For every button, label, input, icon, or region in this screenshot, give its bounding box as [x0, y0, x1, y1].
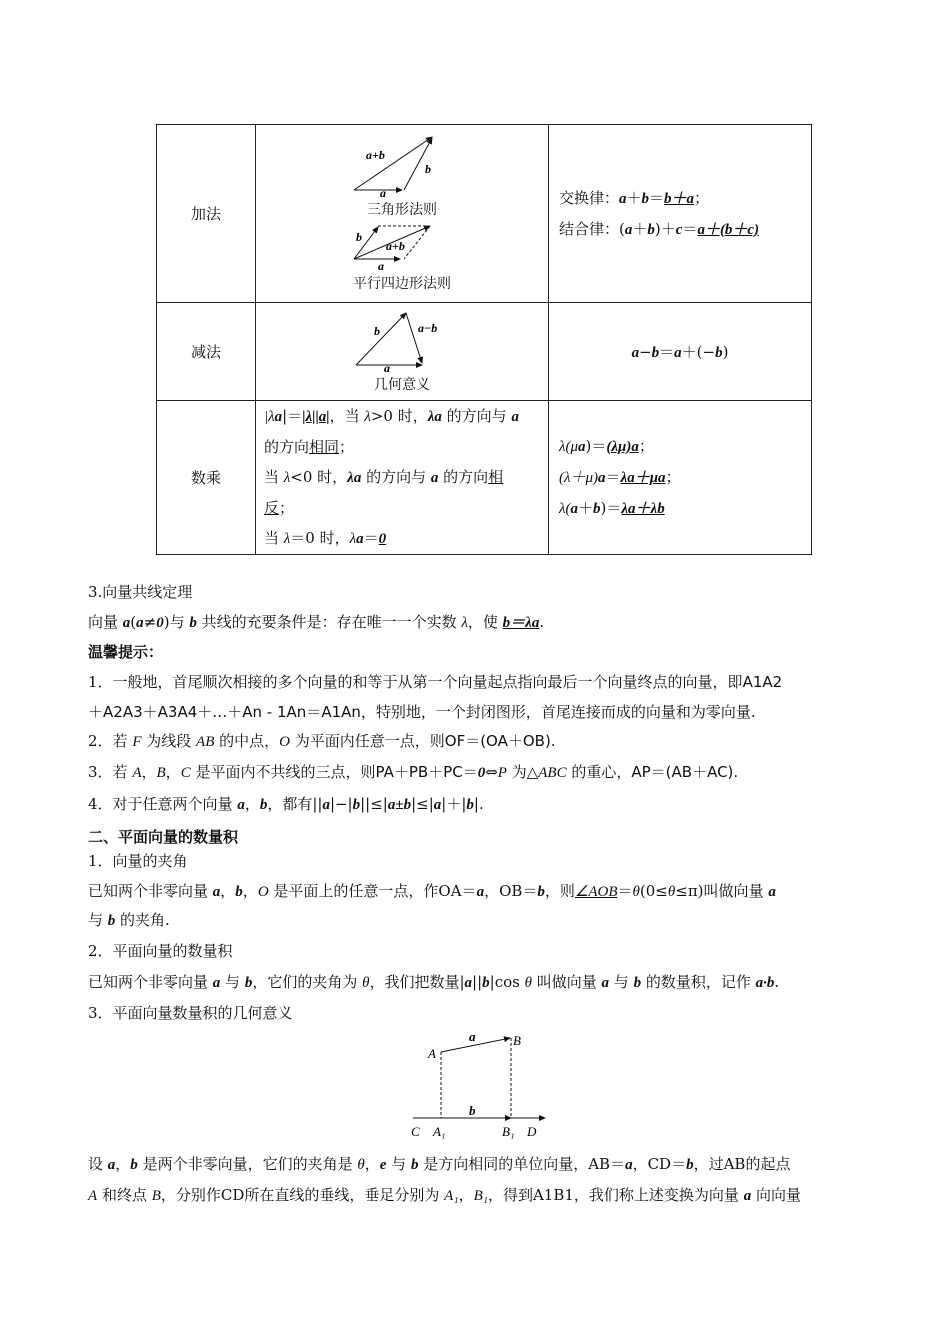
text-segment: b — [466, 797, 474, 813]
text-segment: b — [107, 913, 116, 929]
text-segment: O — [279, 734, 290, 750]
text-segment: 相 — [488, 468, 504, 486]
text-segment: 为△ — [506, 763, 539, 781]
text-segment: θ — [632, 884, 640, 900]
op-name: 数乘 — [157, 401, 256, 555]
parallelogram-rule-diagram — [342, 223, 462, 271]
text-segment: (0≤ — [639, 882, 668, 900]
def-line — [264, 523, 548, 554]
label-D: D — [527, 1124, 537, 1139]
text-segment: 叫做向量 — [531, 973, 602, 991]
text-segment: 的中点， — [214, 732, 280, 750]
label-C: C — [411, 1124, 420, 1139]
label-B: B — [513, 1033, 521, 1048]
text-segment: b — [641, 190, 650, 207]
text-segment: θ — [667, 884, 676, 900]
text-segment: a — [619, 190, 627, 207]
text-segment: P — [497, 765, 507, 781]
text-segment: ＋(− — [681, 343, 716, 361]
text-segment: a — [356, 531, 364, 547]
text-segment: 是方向相同的单位向量，AB＝ — [418, 1155, 626, 1173]
text-segment: 二、平面向量的数量积 — [88, 828, 239, 846]
text-segment: ； — [694, 188, 710, 207]
text-segment: ，得到A1B1，我们称上述变换为向量 — [487, 1186, 744, 1204]
figure-caption: 平行四边形法则 — [353, 275, 451, 292]
text-segment: 0 — [477, 765, 486, 781]
text-segment: ， — [165, 763, 181, 781]
text-segment: a — [322, 797, 330, 813]
text-segment: λ — [283, 470, 291, 486]
text-segment: ＝ — [649, 188, 665, 207]
text-segment: |＋| — [441, 795, 467, 813]
text-segment: ，分别作CD所在直线的垂线，垂足分别为 — [160, 1186, 445, 1204]
text-segment: 已知两个非零向量 — [88, 882, 213, 900]
figure-caption: 三角形法则 — [367, 201, 437, 218]
label-a: a — [380, 185, 386, 197]
text-segment: b — [482, 975, 490, 991]
text-segment: ，OB＝ — [484, 882, 538, 900]
text-segment: || — [472, 973, 483, 991]
law-line — [559, 493, 811, 524]
text-segment: ， — [364, 1155, 380, 1173]
op-name: 减法 — [157, 303, 256, 401]
text-segment: 的夹角. — [115, 911, 170, 929]
addition-laws — [549, 125, 812, 303]
text-segment: 3．平面向量数量积的几何意义 — [88, 1004, 293, 1022]
text-segment: 4．对于任意两个向量 — [88, 795, 238, 813]
paragraph — [88, 909, 170, 930]
text-segment: ＝ — [617, 882, 633, 900]
text-segment: |λ||a| — [302, 409, 330, 425]
text-segment: ＝0 时， — [290, 529, 350, 547]
text-segment: PA＋PB＋PC＝ — [375, 763, 478, 781]
text-segment: λ — [364, 409, 371, 425]
text-segment: ，当 — [329, 407, 365, 425]
label-A: A — [428, 1046, 436, 1061]
text-segment: 的方向与 — [441, 407, 512, 425]
text-segment: ； — [665, 468, 681, 486]
paragraph — [88, 793, 484, 814]
text-segment: b — [259, 797, 268, 813]
text-segment: A2A3 — [103, 703, 143, 721]
text-segment: a — [601, 975, 610, 991]
text-segment: b — [593, 501, 601, 517]
figure-caption: 几何意义 — [374, 376, 430, 393]
paragraph — [88, 730, 556, 751]
text-segment: ，我们把数量| — [369, 973, 465, 991]
text-segment: ， — [141, 763, 157, 781]
text-segment: 与 — [609, 973, 634, 991]
text-segment: 交换律： — [559, 188, 620, 207]
text-segment: 和终点 — [97, 1186, 152, 1204]
text-segment: )与 — [163, 613, 190, 631]
text-segment: b — [352, 797, 361, 813]
text-segment: O — [257, 884, 269, 900]
text-segment: λ — [349, 531, 357, 547]
text-segment: λa — [347, 470, 362, 486]
text-segment: e — [379, 1157, 387, 1173]
text-segment: ≤π)叫做向量 — [675, 882, 769, 900]
subheading — [88, 1002, 293, 1023]
text-segment: a — [212, 884, 221, 900]
text-segment: ∠AOB — [574, 884, 618, 900]
text-segment: 的方向 — [264, 438, 310, 456]
text-segment: ＝ — [682, 219, 698, 238]
scalar-laws — [549, 401, 812, 555]
text-segment: a — [570, 501, 578, 517]
commutative-law — [559, 183, 811, 214]
text-segment: 向向量 — [751, 1186, 801, 1204]
text-segment: a — [274, 409, 283, 425]
table-row-scalar-multiplication — [157, 401, 812, 555]
text-segment: 2．平面向量的数量积 — [88, 942, 233, 960]
law-line — [559, 431, 811, 462]
text-segment: λa＋μa — [620, 470, 666, 486]
text-segment: θ — [524, 975, 532, 991]
text-segment: ，都有|| — [267, 795, 323, 813]
text-segment: b — [686, 1157, 694, 1173]
text-segment: ＝ — [605, 468, 621, 486]
paragraph — [88, 611, 544, 632]
paragraph — [88, 761, 738, 782]
text-segment: 0 — [156, 615, 164, 631]
text-segment: ABC — [538, 765, 567, 781]
subtraction-figure — [256, 303, 549, 401]
text-segment: b — [130, 1157, 138, 1173]
table-row-addition — [157, 125, 812, 303]
text-segment: a — [511, 409, 519, 425]
text-segment: 为平面内任意一点，则 — [289, 732, 445, 750]
text-segment: ) — [722, 343, 729, 361]
paragraph — [88, 971, 779, 992]
text-segment: C — [180, 765, 191, 781]
text-segment: A — [88, 1188, 98, 1204]
triangle-rule-diagram — [342, 135, 462, 197]
def-line — [264, 401, 548, 432]
text-segment: a — [136, 615, 144, 631]
text-segment: )＝ — [585, 437, 607, 455]
def-line — [264, 432, 548, 462]
text-segment: F — [132, 734, 142, 750]
text-segment: ， — [244, 795, 260, 813]
text-segment: a — [464, 975, 473, 991]
text-segment: 的方向与 — [361, 468, 431, 486]
text-segment: A — [132, 765, 142, 781]
text-segment: a — [107, 1157, 116, 1173]
text-segment: 结合律： — [559, 219, 620, 238]
text-segment: a — [631, 345, 640, 361]
text-segment: a — [430, 470, 439, 486]
text-segment: |−| — [329, 795, 353, 813]
text-segment: b — [715, 345, 723, 361]
op-name: 加法 — [157, 125, 256, 303]
label-a-plus-b: a+b — [366, 147, 385, 162]
text-segment: <0 时， — [290, 468, 348, 486]
associative-law — [559, 214, 811, 245]
text-segment: |λ — [264, 409, 275, 425]
text-segment: OF＝(OA＋OB). — [444, 732, 556, 750]
text-segment: a·b — [755, 975, 775, 991]
text-segment: (λμ)a — [606, 439, 639, 455]
text-segment: a — [624, 221, 633, 238]
text-segment: a — [625, 1157, 633, 1173]
text-segment: ，它们的夹角为 — [252, 973, 363, 991]
text-segment: λa — [427, 409, 442, 425]
subheading — [88, 850, 188, 871]
text-segment: λ — [461, 615, 468, 631]
text-segment: ||≤| — [360, 795, 388, 813]
text-segment: ， — [115, 1155, 131, 1173]
text-segment: b — [651, 345, 660, 361]
text-segment: 与 — [88, 911, 108, 929]
text-segment: |cos — [489, 973, 525, 991]
text-segment: 与 — [220, 973, 245, 991]
text-segment: 1．向量的夹角 — [88, 852, 188, 870]
text-segment: 是平面上的任意一点，作OA＝ — [268, 882, 477, 900]
text-segment: )＋ — [654, 219, 676, 238]
text-segment: 相同 — [309, 438, 340, 456]
paragraph — [88, 701, 756, 722]
text-segment: ( — [130, 613, 137, 631]
text-segment: ＝ — [306, 703, 322, 721]
text-segment: ， — [458, 1186, 474, 1204]
label-B1: B₁ — [502, 1124, 515, 1139]
text-segment: 3．若 — [88, 763, 133, 781]
text-segment: λa＋λb — [621, 501, 665, 517]
label-b: b — [356, 229, 362, 244]
text-segment: λ( — [559, 501, 571, 517]
text-segment: ， — [242, 882, 258, 900]
text-segment: a — [476, 884, 485, 900]
addition-figures — [256, 125, 549, 303]
text-segment: A3A4 — [157, 703, 198, 721]
paragraph — [88, 1184, 801, 1205]
text-segment: ； — [638, 437, 654, 455]
tip-heading — [88, 641, 163, 662]
text-segment: b＝λa — [502, 615, 540, 631]
subtraction-formula — [549, 341, 811, 362]
scalar-definition — [256, 401, 549, 555]
text-segment: ，CD＝ — [632, 1155, 687, 1173]
text-segment: b — [244, 975, 253, 991]
text-segment: 0 — [378, 531, 387, 547]
text-segment: ＋ — [578, 499, 594, 517]
subtraction-law — [549, 303, 812, 401]
text-segment: a — [743, 1188, 752, 1204]
text-segment: 2．若 — [88, 732, 133, 750]
text-segment: ； — [339, 438, 355, 456]
text-segment: 共线的充要条件是：存在唯一一个实数 — [196, 613, 462, 631]
text-segment: ( — [619, 219, 625, 238]
text-segment: a — [768, 884, 776, 900]
label-A1: A₁ — [433, 1124, 446, 1139]
text-segment: ，则 — [544, 882, 575, 900]
paragraph — [88, 1153, 790, 1174]
text-segment: λ — [283, 531, 291, 547]
text-segment: 的重心， — [566, 763, 632, 781]
text-segment: 的方向 — [438, 468, 489, 486]
text-segment: |＝ — [282, 407, 303, 425]
text-segment: − — [639, 343, 652, 361]
text-segment: 的数量积，记作 — [641, 973, 756, 991]
text-segment: >0 时， — [370, 407, 428, 425]
text-segment: A1A2 — [742, 673, 783, 691]
text-segment: 温馨提示： — [88, 643, 164, 661]
text-segment: A1An — [321, 703, 361, 721]
text-segment: 设 — [88, 1155, 108, 1173]
text-segment: ＋ — [142, 703, 158, 721]
text-segment: ⇔ — [485, 763, 498, 781]
text-segment: b — [633, 975, 642, 991]
text-segment: 反 — [264, 499, 280, 517]
text-segment: (λ＋μ) — [559, 470, 599, 486]
table-row-subtraction — [157, 303, 812, 401]
text-segment: B₁ — [473, 1188, 488, 1204]
text-segment: ≠ — [143, 613, 157, 631]
text-segment: ＋ — [632, 219, 648, 238]
text-segment: b — [235, 884, 243, 900]
text-segment: a — [433, 797, 442, 813]
text-segment: |≤| — [411, 795, 434, 813]
section-heading — [88, 826, 238, 847]
text-segment: 向量 — [88, 613, 123, 631]
text-segment: ，使 — [467, 613, 503, 631]
text-segment: ， — [220, 882, 236, 900]
text-segment: θ — [362, 975, 370, 991]
text-segment: |. — [473, 795, 484, 813]
text-segment: λ(μ — [559, 439, 579, 455]
text-segment: ，过AB的起点 — [693, 1155, 791, 1173]
text-segment: a — [122, 615, 131, 631]
text-segment: 是两个非零向量，它们的夹角是 — [137, 1155, 358, 1173]
text-segment: a — [237, 797, 245, 813]
text-segment: a — [598, 470, 606, 486]
text-segment: b＋a — [664, 190, 695, 207]
text-segment: ＝ — [363, 529, 379, 547]
text-segment: ＋…＋ — [197, 703, 243, 721]
text-segment: 为线段 — [141, 732, 197, 750]
text-segment: 当 — [264, 468, 284, 486]
text-segment: 是平面内不共线的三点，则 — [190, 763, 376, 781]
text-segment: A₁ — [444, 1188, 459, 1204]
text-segment: . — [539, 613, 545, 631]
text-segment: a — [578, 439, 586, 455]
label-a-minus-b: a−b — [418, 320, 438, 335]
text-segment: ； — [279, 499, 295, 517]
text-segment: ＋ — [626, 188, 642, 207]
text-segment: θ — [357, 1157, 365, 1173]
label-b: b — [425, 161, 431, 176]
label-a-plus-b: a+b — [386, 238, 405, 253]
text-segment: ＋ — [88, 703, 104, 721]
text-segment: )＝ — [600, 499, 622, 517]
label-b: b — [469, 1103, 476, 1118]
text-segment: 已知两个非零向量 — [88, 973, 213, 991]
text-segment: b — [537, 884, 545, 900]
text-segment: ，特别地，一个封闭图形，首尾连接而成的向量和为零向量. — [360, 703, 756, 721]
subheading — [88, 940, 233, 961]
def-line — [264, 462, 548, 493]
text-segment: AB — [196, 734, 215, 750]
text-segment: B — [151, 1188, 161, 1204]
projection-diagram — [405, 1028, 555, 1143]
text-segment: a±b — [387, 797, 412, 813]
text-segment: a＋(b＋c) — [697, 221, 760, 238]
label-a: a — [469, 1029, 476, 1044]
paragraph — [88, 671, 782, 692]
subtraction-diagram — [342, 310, 462, 372]
paragraph — [88, 880, 776, 901]
text-segment: 1．一般地，首尾顺次相接的多个向量的和等于从第一个向量起点指向最后一个向量终点的向量，即 — [88, 673, 743, 691]
text-segment: . — [774, 973, 780, 991]
label-b: b — [374, 323, 380, 338]
label-a: a — [378, 258, 384, 271]
text-segment: 与 — [386, 1155, 411, 1173]
text-segment: AP＝(AB＋AC). — [631, 763, 739, 781]
label-a: a — [384, 360, 390, 372]
vector-operations-table — [156, 124, 812, 555]
law-line — [559, 462, 811, 493]
section-heading — [88, 581, 192, 602]
text-segment: c — [675, 221, 683, 238]
text-segment: a — [212, 975, 221, 991]
text-segment: b — [189, 615, 197, 631]
def-line — [264, 493, 548, 523]
text-segment: 3.向量共线定理 — [88, 583, 193, 601]
text-segment: b — [410, 1157, 419, 1173]
text-segment: b — [647, 221, 655, 238]
text-segment: a — [674, 345, 682, 361]
text-segment: 当 — [264, 529, 284, 547]
text-segment: An - 1An — [242, 703, 307, 721]
text-segment: B — [156, 765, 166, 781]
text-segment: ＝ — [659, 343, 675, 361]
